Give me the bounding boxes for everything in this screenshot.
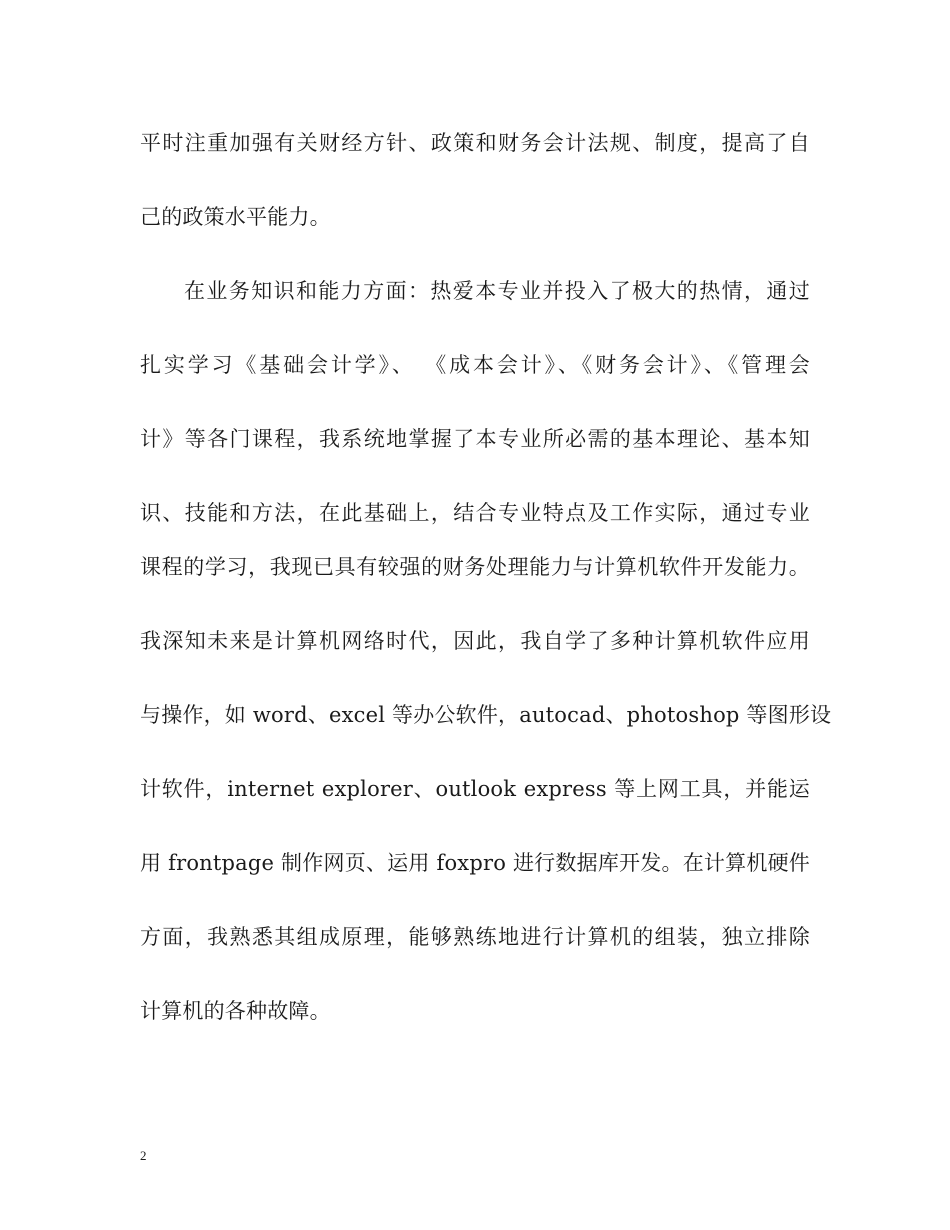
text-line-7: 课程的学习，我现已具有较强的财务处理能力与计算机软件开发能力。 [140,555,810,579]
text-line-11: 用 frontpage 制作网页、运用 foxpro 进行数据库开发。在计算机硬件 [140,851,810,875]
page-number: 2 [140,1148,147,1163]
text-line-13: 计算机的各种故障。 [140,999,331,1023]
text-line-2: 己的政策水平能力。 [140,205,331,229]
text-line-5: 计》等各门课程，我系统地掌握了本专业所必需的基本理论、基本知 [140,427,810,451]
text-line-6: 识、技能和方法，在此基础上，结合专业特点及工作实际，通过专业 [140,501,810,525]
text-line-4: 扎实学习《基础会计学》、 《成本会计》、《财务会计》、《管理会 [140,353,810,377]
text-line-1: 平时注重加强有关财经方针、政策和财务会计法规、制度，提高了自 [140,131,810,155]
text-line-12: 方面，我熟悉其组成原理，能够熟练地进行计算机的组装，独立排除 [140,925,810,949]
text-line-9: 与操作，如 word、excel 等办公软件，autocad、photoshop 等图形设 [140,703,832,727]
text-line-10: 计软件，internet explorer、outlook express 等上网工具，并能运 [140,777,810,801]
text-line-3: 在业务知识和能力方面：热爱本专业并投入了极大的热情，通过 [184,279,810,303]
text-line-8: 我深知未来是计算机网络时代，因此，我自学了多种计算机软件应用 [140,629,810,653]
